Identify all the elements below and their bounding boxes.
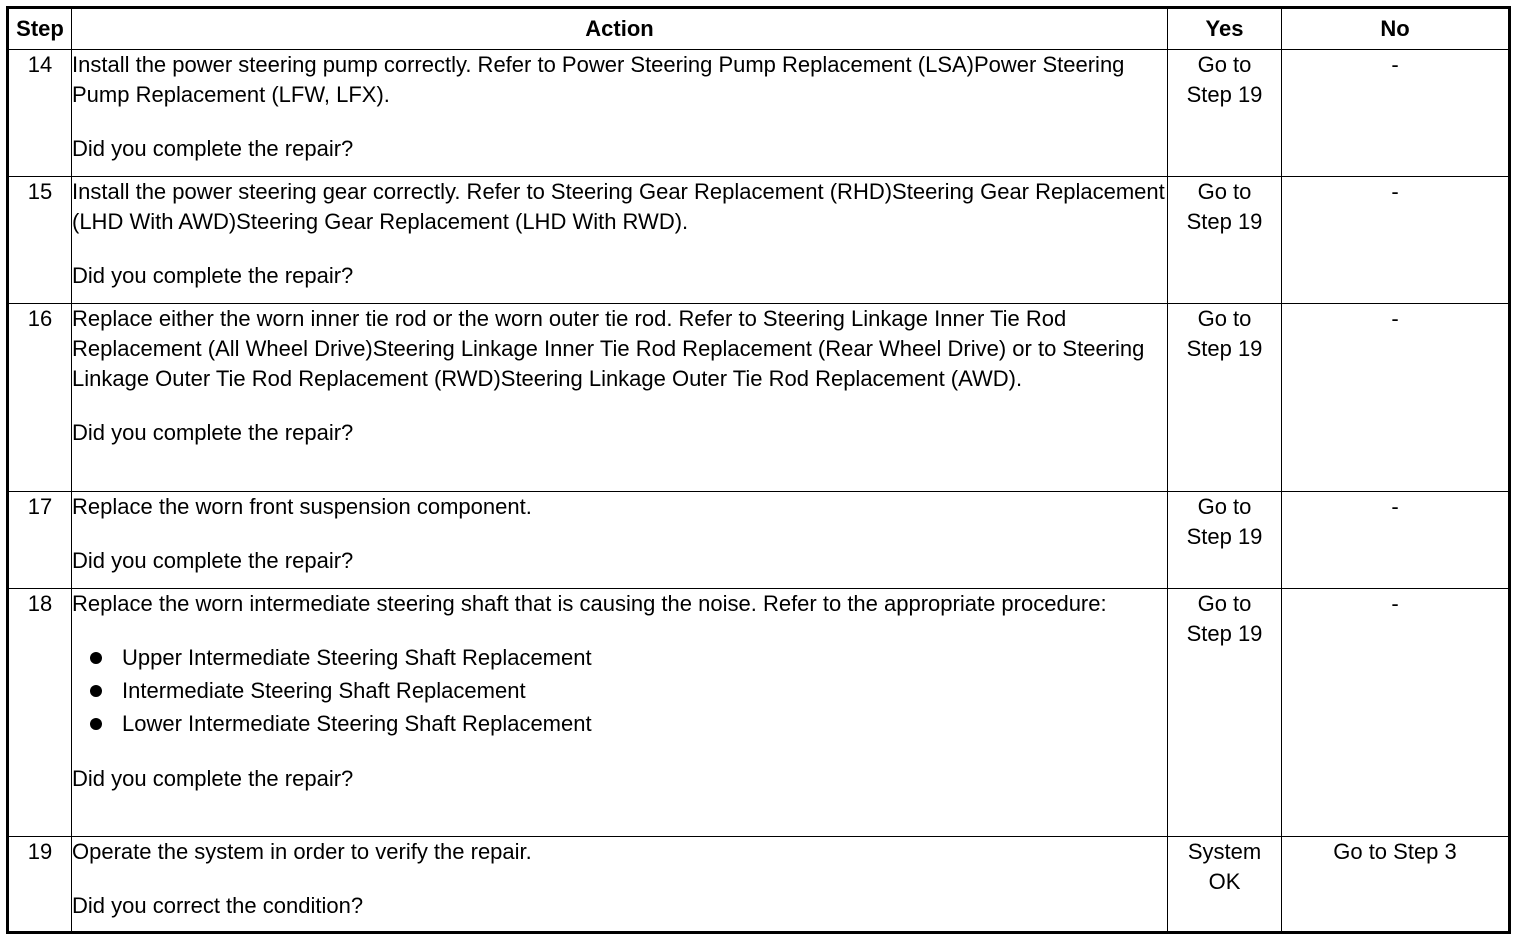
action-cell [72, 492, 1168, 589]
list-item [72, 707, 1167, 740]
table-row [8, 304, 1510, 492]
no-text: - [1391, 179, 1399, 204]
yes-cell [1168, 50, 1282, 177]
yes-cell [1168, 304, 1282, 492]
action-text: Replace the worn front suspension component. [72, 494, 532, 519]
action-text: Operate the system in order to verify the repair. [72, 839, 532, 864]
bullet-icon [90, 652, 102, 664]
yes-text-line: Step 19 [1186, 209, 1263, 234]
action-cell [72, 50, 1168, 177]
list-item [72, 674, 1167, 707]
bullet-icon [90, 685, 102, 697]
yes-cell [1168, 589, 1282, 837]
yes-text-line: Go to [1197, 52, 1252, 77]
table-header [8, 8, 1510, 50]
header-row [8, 8, 1510, 50]
yes-text-line: Step 19 [1186, 82, 1263, 107]
action-text: Replace the worn intermediate steering shaft that is causing the noise. Refer to the appropriate procedure: [72, 591, 1107, 616]
no-cell [1282, 177, 1510, 304]
no-text: Go to Step 3 [1333, 839, 1457, 864]
action-question: Did you complete the repair? [72, 766, 354, 791]
diagnostic-procedure-table [6, 6, 1511, 934]
yes-text-line: Step 19 [1186, 524, 1263, 549]
no-text: - [1391, 494, 1399, 519]
yes-text-line: Go to [1197, 306, 1252, 331]
action-question: Did you complete the repair? [72, 136, 354, 161]
no-cell [1282, 304, 1510, 492]
action-text: Install the power steering gear correctly. Refer to Steering Gear Replacement (RHD)Steering Gear Replacement (LHD With AWD)Steering Gear Replacement (LHD With RWD). [72, 179, 1165, 234]
list-item-label: Intermediate Steering Shaft Replacement [122, 678, 526, 703]
header-action: Action [72, 8, 1168, 50]
table-row [8, 177, 1510, 304]
no-cell [1282, 50, 1510, 177]
table-body [8, 50, 1510, 933]
list-item-label: Lower Intermediate Steering Shaft Replacement [122, 711, 592, 736]
yes-text-line: Step 19 [1186, 621, 1263, 646]
header-step: Step [8, 8, 72, 50]
bullet-icon [90, 718, 102, 730]
no-text: - [1391, 52, 1399, 77]
header-yes: Yes [1168, 8, 1282, 50]
step-number: 15 [8, 177, 72, 304]
step-number: 19 [8, 837, 72, 933]
action-cell [72, 837, 1168, 933]
action-question: Did you complete the repair? [72, 548, 354, 573]
yes-cell [1168, 837, 1282, 933]
yes-text-line: Go to [1197, 591, 1252, 616]
yes-text-line: Go to [1197, 179, 1252, 204]
action-cell [72, 177, 1168, 304]
no-cell [1282, 589, 1510, 837]
no-cell [1282, 492, 1510, 589]
yes-text-line: OK [1208, 869, 1241, 894]
step-number: 16 [8, 304, 72, 492]
header-no: No [1282, 8, 1510, 50]
action-cell [72, 304, 1168, 492]
list-item [72, 641, 1167, 674]
action-text: Install the power steering pump correctly. Refer to Power Steering Pump Replacement (LSA)Power Steering Pump Replacement (LFW, LFX). [72, 52, 1125, 107]
table-row [8, 837, 1510, 933]
yes-text-line: Go to [1197, 494, 1252, 519]
action-question: Did you complete the repair? [72, 263, 354, 288]
action-cell [72, 589, 1168, 837]
action-text: Replace either the worn inner tie rod or the worn outer tie rod. Refer to Steering Linkage Inner Tie Rod Replacement (All Wheel Drive)Steering Linkage Inner Tie Rod Replacement (Rear Wheel Drive) or to Steering Linkage Outer Tie Rod Replacement (RWD)Steering Linkage Outer Tie Rod Replacement (AWD). [72, 306, 1145, 391]
yes-text-line: System [1187, 839, 1262, 864]
list-item-label: Upper Intermediate Steering Shaft Replacement [122, 645, 592, 670]
step-number: 18 [8, 589, 72, 837]
yes-text-line: Step 19 [1186, 336, 1263, 361]
no-cell [1282, 837, 1510, 933]
yes-cell [1168, 177, 1282, 304]
action-question: Did you complete the repair? [72, 420, 354, 445]
table-row [8, 492, 1510, 589]
action-question: Did you correct the condition? [72, 893, 364, 918]
procedure-list [72, 641, 1167, 740]
yes-cell [1168, 492, 1282, 589]
table-row [8, 50, 1510, 177]
step-number: 17 [8, 492, 72, 589]
no-text: - [1391, 306, 1399, 331]
table-row [8, 589, 1510, 837]
step-number: 14 [8, 50, 72, 177]
no-text: - [1391, 591, 1399, 616]
